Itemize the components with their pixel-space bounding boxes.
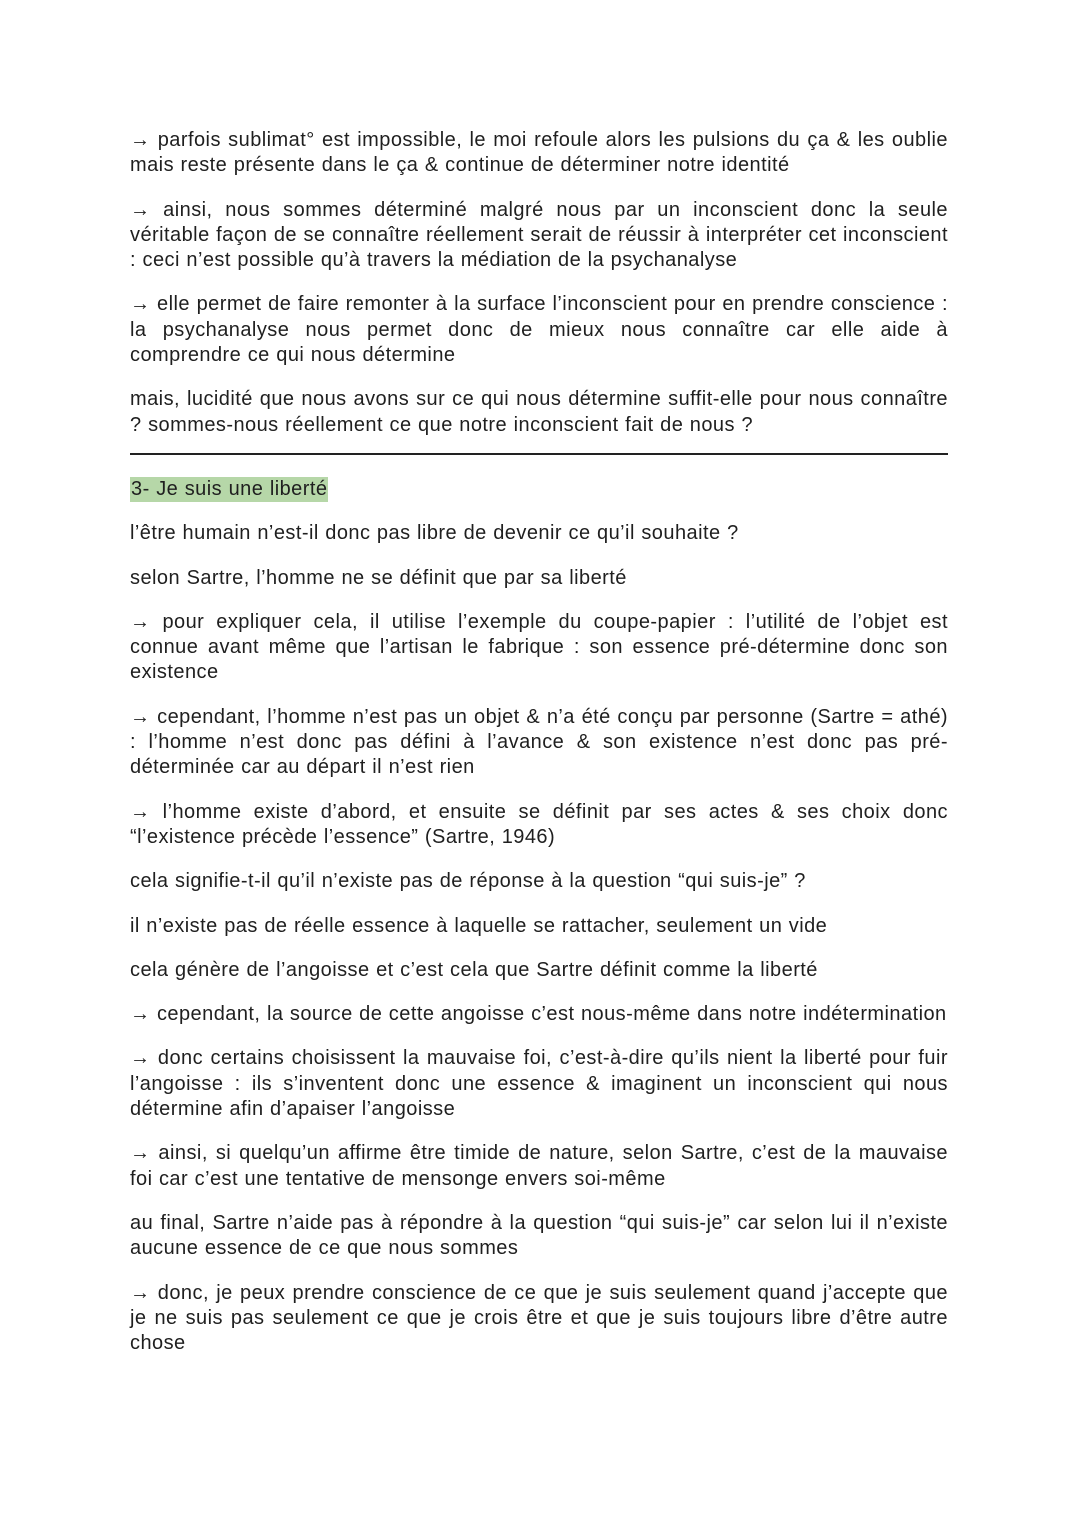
paragraph: cela génère de l’angoisse et c’est cela que Sartre définit comme la liberté (130, 958, 818, 981)
paragraph: → donc, je peux prendre conscience de ce que je suis seulement quand j’accepte que je ne suis pas seulement ce que je crois être et que je suis toujours libre d’être autre chose (130, 1281, 948, 1355)
section-heading: 3- Je suis une liberté (130, 477, 328, 502)
document-page (130, 128, 948, 1375)
paragraph: mais, lucidité que nous avons sur ce qui nous détermine suffit-elle pour nous connaître ? sommes-nous réellement ce que notre inconscient fait de nous ? (130, 388, 948, 436)
paragraph: → cependant, l’homme n’est pas un objet & n’a été conçu par personne (Sartre = athé) : l’homme n’est donc pas défini à l’avance & son existence n’est donc pas pré-déterminée car au départ il n’est rien (130, 705, 948, 779)
paragraph: l’être humain n’est-il donc pas libre de devenir ce qu’il souhaite ? (130, 522, 739, 545)
paragraph: cela signifie-t-il qu’il n’existe pas de réponse à la question “qui suis-je” ? (130, 870, 806, 893)
paragraph: → cependant, la source de cette angoisse c’est nous-même dans notre indétermination (130, 1003, 947, 1026)
paragraph: → l’homme existe d’abord, et ensuite se définit par ses actes & ses choix donc “l’existence précède l’essence” (Sartre, 1946) (130, 800, 948, 848)
horizontal-divider (130, 453, 948, 455)
paragraph: → parfois sublimat° est impossible, le moi refoule alors les pulsions du ça & les oublie mais reste présente dans le ça & continue de déterminer notre identité (130, 129, 948, 177)
paragraph: il n’existe pas de réelle essence à laquelle se rattacher, seulement un vide (130, 914, 828, 937)
paragraph: selon Sartre, l’homme ne se définit que par sa liberté (130, 566, 627, 589)
paragraph: → pour expliquer cela, il utilise l’exemple du coupe-papier : l’utilité de l’objet est connue avant même que l’artisan le fabrique : son essence pré-détermine donc son existence (130, 610, 948, 684)
paragraph: au final, Sartre n’aide pas à répondre à la question “qui suis-je” car selon lui il n’existe aucune essence de ce que nous sommes (130, 1211, 948, 1260)
paragraph: → ainsi, nous sommes déterminé malgré nous par un inconscient donc la seule véritable façon de se connaître réellement serait de réussir à interpréter cet inconscient : ceci n’est possible qu’à travers la médiation de la psychanalyse (130, 198, 949, 272)
paragraph: → donc certains choisissent la mauvaise foi, c’est-à-dire qu’ils nient la liberté pour fuir l’angoisse : ils s’inventent donc une essence & imaginent un inconscient qui nous détermine afin d’apaiser l’angoisse (130, 1047, 948, 1121)
paragraph: → elle permet de faire remonter à la surface l’inconscient pour en prendre conscience : la psychanalyse nous permet donc de mieux nous connaître car elle aide à comprendre ce qui nous détermine (130, 293, 948, 367)
paragraph: → ainsi, si quelqu’un affirme être timide de nature, selon Sartre, c’est de la mauvaise foi car c’est une tentative de mensonge envers soi-même (130, 1142, 948, 1190)
